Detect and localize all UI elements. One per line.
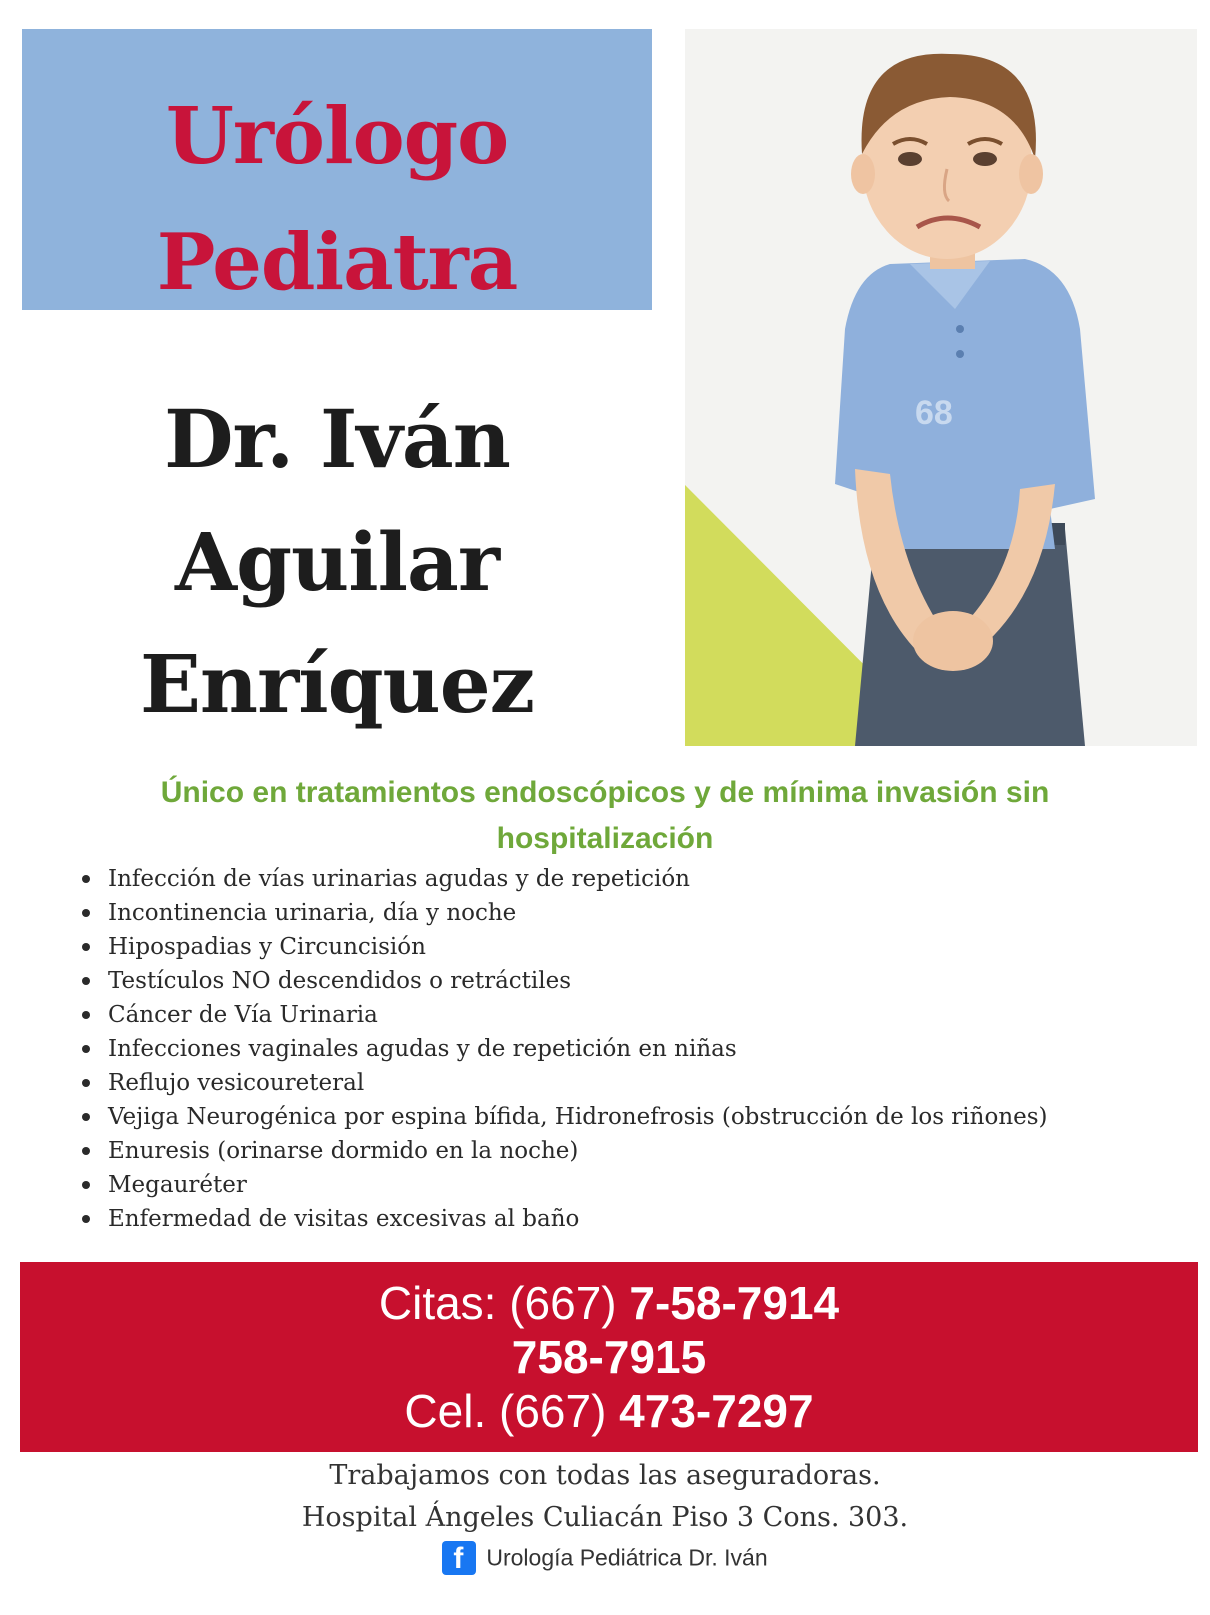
list-item xyxy=(78,998,1048,1032)
list-item xyxy=(78,1202,1048,1236)
list-item xyxy=(78,1168,1048,1202)
tagline: Único en tratamientos endoscópicos y de mínima invasión sin hospitalización xyxy=(160,776,1050,855)
bullet-icon xyxy=(82,909,90,917)
service-label: Vejiga Neurogénica por espina bífida, Hidronefrosis (obstrucción de los riñones) xyxy=(108,1104,1048,1130)
service-label: Enfermedad de visitas excesivas al baño xyxy=(108,1206,580,1232)
contact-banner xyxy=(20,1262,1198,1452)
list-item xyxy=(78,862,1048,896)
service-label: Reflujo vesicoureteral xyxy=(108,1070,365,1096)
service-label: Hipospadias y Circuncisión xyxy=(108,934,426,960)
bullet-icon xyxy=(82,1011,90,1019)
list-item xyxy=(78,1032,1048,1066)
service-label: Cáncer de Vía Urinaria xyxy=(108,1002,378,1028)
citas-phone-link[interactable]: 7-58-7914 xyxy=(629,1277,840,1329)
bullet-icon xyxy=(82,1079,90,1087)
services-list xyxy=(78,862,1048,1236)
title-line-2: Pediatra xyxy=(156,217,518,308)
service-label: Enuresis (orinarse dormido en la noche) xyxy=(108,1138,579,1164)
child-photo xyxy=(685,29,1197,746)
bullet-icon xyxy=(82,977,90,985)
doctor-name-line-3: Enríquez xyxy=(139,637,535,731)
facebook-row[interactable] xyxy=(0,1541,1210,1575)
svg-text:68: 68 xyxy=(915,394,953,432)
bullet-icon xyxy=(82,1113,90,1121)
list-item xyxy=(78,896,1048,930)
bullet-icon xyxy=(82,1045,90,1053)
title-line-1: Urólogo xyxy=(165,91,509,182)
bullet-icon xyxy=(82,1215,90,1223)
list-item xyxy=(78,1066,1048,1100)
service-label: Infecciones vaginales agudas y de repetición en niñas xyxy=(108,1036,737,1062)
list-item xyxy=(78,964,1048,998)
bullet-icon xyxy=(82,875,90,883)
bullet-icon xyxy=(82,1147,90,1155)
address: Hospital Ángeles Culiacán Piso 3 Cons. 303. xyxy=(301,1502,909,1533)
citas-row xyxy=(20,1276,1198,1330)
second-phone-link[interactable]: 758-7915 xyxy=(511,1331,707,1383)
title-banner xyxy=(22,29,652,310)
list-item xyxy=(78,930,1048,964)
cel-label: Cel. (667) xyxy=(404,1385,620,1437)
service-label: Megauréter xyxy=(108,1172,247,1198)
bullet-icon xyxy=(82,1181,90,1189)
insurers-note: Trabajamos con todas las aseguradoras. xyxy=(329,1460,881,1491)
doctor-name-line-2: Aguilar xyxy=(175,515,499,609)
child-illustration xyxy=(685,29,1197,746)
second-phone-row xyxy=(20,1330,1198,1384)
list-item xyxy=(78,1134,1048,1168)
cel-row xyxy=(20,1384,1198,1438)
facebook-icon[interactable]: f xyxy=(442,1541,476,1575)
service-label: Infección de vías urinarias agudas y de repetición xyxy=(108,866,690,892)
list-item xyxy=(78,1100,1048,1134)
citas-label: Citas: (667) xyxy=(378,1277,630,1329)
facebook-page-link[interactable]: Urología Pediátrica Dr. Iván xyxy=(486,1544,768,1571)
service-label: Testículos NO descendidos o retráctiles xyxy=(108,968,572,994)
hands xyxy=(913,611,993,671)
bullet-icon xyxy=(82,943,90,951)
service-label: Incontinencia urinaria, día y noche xyxy=(108,900,517,926)
cel-phone-link[interactable]: 473-7297 xyxy=(619,1385,814,1437)
doctor-name-line-1: Dr. Iván xyxy=(164,392,510,486)
